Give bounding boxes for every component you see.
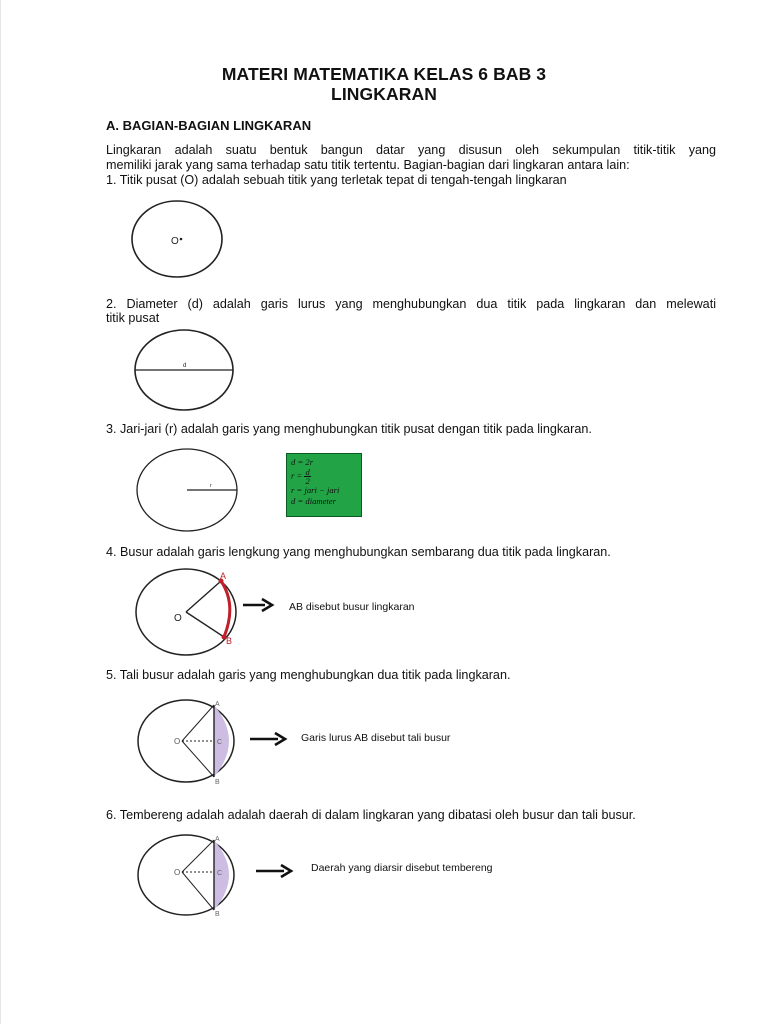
point-a-label: A: [215, 701, 220, 708]
arrow-icon: [256, 864, 292, 878]
note-tembereng: Daerah yang diarsir disebut tembereng: [311, 862, 493, 874]
intro-line-2: memiliki jarak yang sama terhadap satu titik tertentu. Bagian-bagian dari lingkaran antara lain:: [106, 158, 630, 172]
note-busur: AB disebut busur lingkaran: [289, 601, 415, 613]
radius-ob: [182, 872, 214, 910]
formula-r-prefix: r =: [291, 470, 303, 481]
formula-box: [286, 453, 362, 517]
formula-line-2: [291, 468, 357, 485]
radius-label: r: [210, 483, 212, 489]
point-a-label: A: [215, 836, 220, 843]
center-point: [180, 238, 183, 241]
radius-oa: [186, 581, 221, 612]
point-b-label: B: [226, 636, 233, 646]
formula-line-1: d = 2r: [291, 457, 314, 467]
fraction-numerator: d: [305, 467, 310, 477]
radius-ob: [182, 741, 214, 777]
point-b-label: B: [215, 779, 220, 786]
item-titik-pusat: 1. Titik pusat (O) adalah sebuah titik yang terletak tepat di tengah-tengah lingkaran: [106, 173, 567, 187]
figure-diameter: [132, 327, 238, 413]
page-edge: [0, 0, 1, 1024]
figure-tembereng: [134, 832, 244, 920]
item-jari-jari: 3. Jari-jari (r) adalah garis yang menghubungkan titik pusat dengan titik pada lingkaran.: [106, 422, 592, 436]
point-a-label: A: [220, 571, 227, 581]
radius-ob: [186, 612, 224, 637]
radius-oa: [182, 840, 214, 872]
page-subtitle: LINGKARAN: [331, 84, 437, 104]
point-b-label: B: [215, 911, 220, 918]
figure-busur: [134, 567, 242, 659]
diameter-label: d: [183, 363, 187, 369]
intro-line-1: Lingkaran adalah suatu bentuk bangun datar yang disusun oleh sekumpulan titik-titik yang: [106, 143, 716, 157]
figure-titik-pusat: [130, 198, 230, 280]
arrow-icon: [250, 732, 286, 746]
center-label: O: [171, 236, 179, 247]
center-label: O: [174, 613, 182, 624]
item-tembereng: 6. Tembereng adalah adalah daerah di dalam lingkaran yang dibatasi oleh busur dan tali busur.: [106, 808, 636, 822]
formula-fraction: [304, 468, 310, 485]
item-busur: 4. Busur adalah garis lengkung yang menghubungkan sembarang dua titik pada lingkaran.: [106, 545, 611, 559]
figure-tali-busur: [134, 697, 244, 787]
item-diameter: 2. Diameter (d) adalah garis lurus yang menghubungkan dua titik pada lingkaran dan melewati: [106, 297, 716, 311]
item-tali-busur: 5. Tali busur adalah garis yang menghubungkan dua titik pada lingkaran.: [106, 668, 511, 682]
formula-line-3: r = jari − jari: [291, 485, 340, 495]
center-label: O: [174, 737, 181, 746]
point-c-label: C: [217, 870, 223, 877]
point-c-label: C: [217, 739, 223, 746]
center-label: O: [174, 868, 181, 877]
section-heading: A. BAGIAN-BAGIAN LINGKARAN: [106, 118, 312, 133]
note-tali-busur: Garis lurus AB disebut tali busur: [301, 732, 451, 744]
arrow-icon: [243, 598, 273, 612]
formula-line-4: d = diameter: [291, 496, 336, 506]
item-diameter-cont: titik pusat: [106, 311, 160, 325]
page-title: MATERI MATEMATIKA KELAS 6 BAB 3: [221, 64, 547, 84]
radius-oa: [182, 705, 214, 741]
figure-jari-jari: [134, 446, 242, 534]
fraction-denominator: 2: [305, 476, 310, 486]
